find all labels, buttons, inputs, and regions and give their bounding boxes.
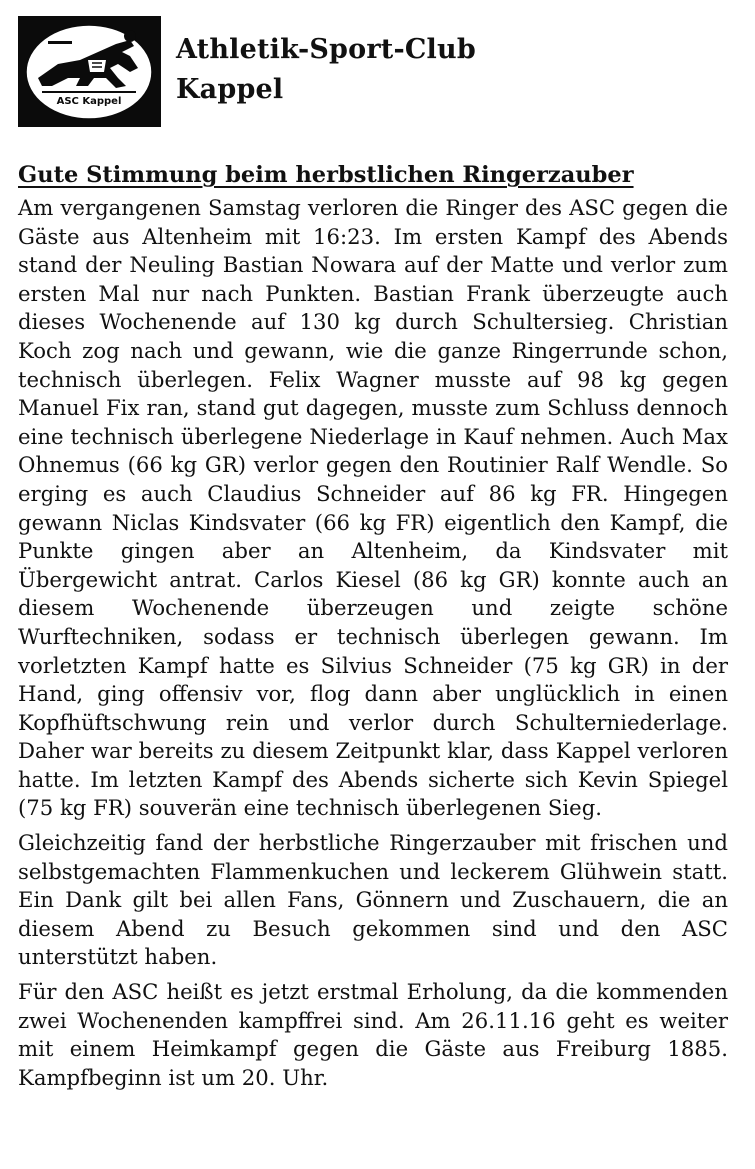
article-paragraph-1: Am vergangenen Samstag verloren die Ringer des ASC gegen die Gäste aus Altenheim mit 16:23. Im ersten Kampf des Abends stand der Neuling Bastian Nowara auf der Matte und verlor zum ersten Mal nur nach Punkten. Bastian Frank überzeugte auch dieses Wochenende auf 130 kg durch Schultersieg. Christian Koch zog nach und gewann, wie die ganze Ringerrunde schon, technisch überlegen. Felix Wagner musste auf 98 kg gegen Manuel Fix ran, stand gut dagegen, musste zum Schluss dennoch eine technisch überlegene Niederlage in Kauf nehmen. Auch Max Ohnemus (66 kg GR) verlor gegen den Routinier Ralf Wendle. So erging es auch Claudius Schneider auf 86 kg FR. Hingegen gewann Niclas Kindsvater (66 kg FR) eigentlich den Kampf, die Punkte gingen aber an Altenheim, da Kindsvater mit Übergewicht antrat. Carlos Kiesel (86 kg GR) konnte auch an diesem Wochenende überzeugen und zeigte schöne Wurftechniken, sodass er technisch überlegen gewann. Im vorletzten Kampf hatte es Silvius Schneider (75 kg GR) in der Hand, ging offensiv vor, flog dann aber unglücklich in einen Kopfhüftschwung rein und verlor durch Schulterniederlage. Daher war bereits zu diesem Zeitpunkt klar, dass Kappel verloren hatte. Im letzten Kampf des Abends sicherte sich Kevin Spiegel (75 kg FR) souverän eine technisch überlegenen Sieg.	[18, 195, 728, 821]
club-logo	[18, 16, 161, 127]
club-name-line2: Kappel	[176, 74, 284, 105]
club-name-line1: Athletik-Sport-Club	[176, 34, 476, 65]
wrestlers-logo-icon	[18, 16, 161, 127]
article-headline: Gute Stimmung beim herbstlichen Ringerzauber	[18, 162, 634, 188]
article	[18, 156, 728, 1098]
article-paragraph-2: Gleichzeitig fand der herbstliche Ringerzauber mit frischen und selbstgemachten Flammenkuchen und leckerem Glühwein statt. Ein Dank gilt bei allen Fans, Gönnern und Zuschauern, die an diesem Abend zu Besuch gekommen sind und den ASC unterstützt haben.	[18, 830, 728, 970]
article-paragraph-3: Für den ASC heißt es jetzt erstmal Erholung, da die kommenden zwei Wochenenden kampffrei sind. Am 26.11.16 geht es weiter mit einem Heimkampf gegen die Gäste aus Freiburg 1885. Kampfbeginn ist um 20. Uhr.	[18, 979, 728, 1090]
club-name	[176, 30, 476, 110]
club-header	[18, 16, 738, 128]
logo-text: ASC Kappel	[56, 96, 122, 107]
